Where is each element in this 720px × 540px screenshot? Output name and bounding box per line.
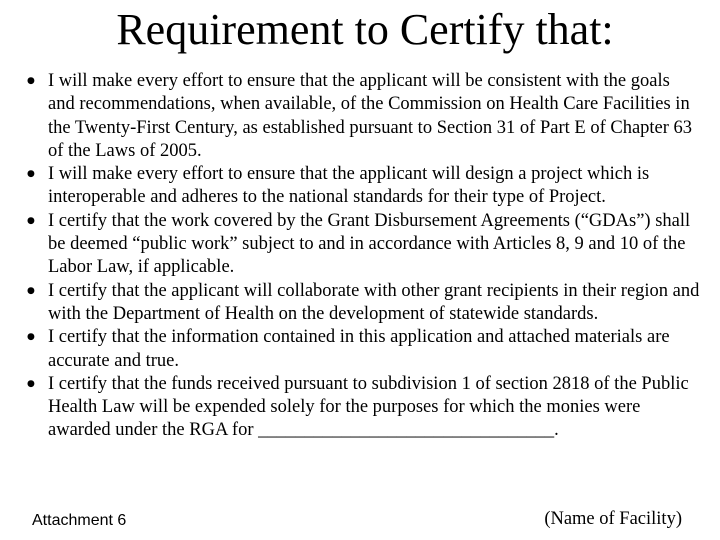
certification-text: I certify that the applicant will collaborate with other grant recipients in their region and with the Department of Health on the development of statewide standards. <box>48 280 700 324</box>
certification-item <box>24 280 700 327</box>
certification-list <box>24 70 700 443</box>
certification-item <box>24 210 700 280</box>
certification-item <box>24 373 700 443</box>
certification-text: I will make every effort to ensure that the applicant will be consistent with the goals and recommendations, when available, of the Commission on Health Care Facilities in the Twenty-First Century, as established pursuant to Section 31 of Part E of Chapter 63 of the Laws of 2005. <box>48 71 693 161</box>
certification-text: I certify that the information contained in this application and attached materials are accurate and true. <box>48 327 670 371</box>
page-title: Requirement to Certify that: <box>116 5 614 54</box>
certification-text: I will make every effort to ensure that the applicant will design a project which is interoperable and adheres to the national standards for their type of Project. <box>48 164 650 208</box>
bullet-icon <box>27 70 35 93</box>
bullet-icon <box>27 326 35 349</box>
certification-text: I certify that the work covered by the Grant Disbursement Agreements (“GDAs”) shall be deemed “public work” subject to and in accordance with Articles 8, 9 and 10 of the Labor Law, if applicable. <box>48 210 691 278</box>
certification-item <box>24 326 700 373</box>
bullet-icon <box>27 373 35 396</box>
bullet-icon <box>27 280 35 303</box>
facility-name-caption: (Name of Facility) <box>544 509 682 529</box>
certification-item <box>24 163 700 210</box>
attachment-label: Attachment 6 <box>32 512 127 529</box>
certification-text: I certify that the funds received pursuant to subdivision 1 of section 2818 of the Public Health Law will be expended solely for the purposes for which the monies were awarded under the RGA for ________________________________. <box>48 373 689 441</box>
certification-item <box>24 70 700 163</box>
bullet-icon <box>27 210 35 233</box>
bullet-icon <box>27 163 35 186</box>
